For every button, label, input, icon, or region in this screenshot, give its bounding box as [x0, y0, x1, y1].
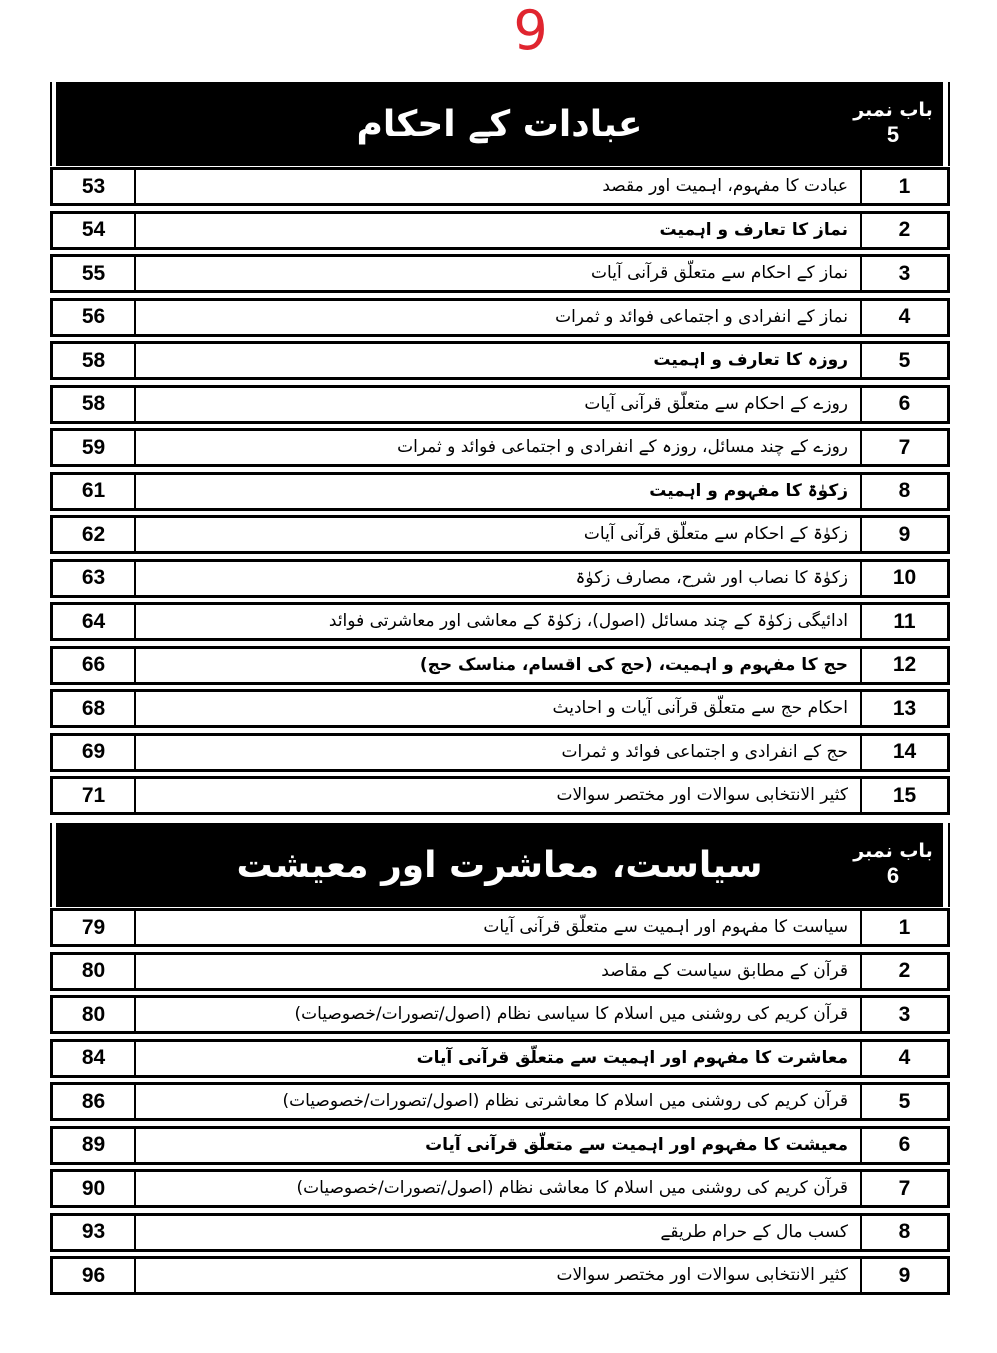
chapter-number-value: 5: [886, 122, 900, 148]
toc-row: [50, 689, 950, 728]
entry-serial-number: 13: [860, 692, 947, 725]
entry-page-number: 55: [53, 257, 136, 290]
toc-row: [50, 472, 950, 511]
entry-serial-number: 2: [860, 214, 947, 247]
entry-serial-number: 7: [860, 1172, 947, 1205]
entry-page-number: 86: [53, 1085, 136, 1118]
toc-row: [50, 602, 950, 641]
entry-title: روزے کے احکام سے متعلّق قرآنی آیات: [584, 393, 848, 414]
entry-title: زکوٰۃ کا نصاب اور شرح، مصارف زکوٰۃ: [575, 567, 848, 588]
table-of-contents: [50, 82, 950, 1295]
entry-serial-number: 3: [860, 257, 947, 290]
entry-page-number: 53: [53, 170, 136, 203]
entry-title: قرآن کریم کی روشنی میں اسلام کا معاشرتی نظام (اصول/تصورات/خصوصیات): [282, 1091, 848, 1112]
entry-page-number: 56: [53, 301, 136, 334]
chapter-section: [50, 823, 950, 1295]
entry-page-number: 80: [53, 998, 136, 1031]
chapter-number-label: باب نمبر: [853, 99, 933, 122]
entry-serial-number: 4: [860, 1042, 947, 1075]
entry-serial-number: 4: [860, 301, 947, 334]
toc-row: [50, 646, 950, 685]
entry-title: ادائیگی زکوٰۃ کے چند مسائل (اصول)، زکوٰۃ کے معاشی اور معاشرتی فوائد: [328, 611, 848, 632]
entry-title: کسب مال کے حرام طریقے: [660, 1221, 848, 1242]
entry-serial-number: 6: [860, 388, 947, 421]
entry-title: حج کے انفرادی و اجتماعی فوائد و ثمرات: [561, 741, 848, 762]
entry-title: زکوٰۃ کا مفہوم و اہمیت: [649, 480, 848, 501]
toc-row: [50, 1126, 950, 1165]
entry-serial-number: 7: [860, 431, 947, 464]
entry-title: حج کا مفہوم و اہمیت، (حج کی اقسام، مناسک حج): [419, 654, 848, 675]
chapter-title: عبادات کے احکام: [356, 103, 643, 145]
entry-title: قرآن کے مطابق سیاست کے مقاصد: [601, 960, 848, 981]
entry-serial-number: 10: [860, 562, 947, 595]
entry-page-number: 96: [53, 1259, 136, 1292]
entry-page-number: 68: [53, 692, 136, 725]
entry-serial-number: 1: [860, 911, 947, 944]
entry-page-number: 69: [53, 736, 136, 769]
entry-page-number: 71: [53, 779, 136, 812]
entry-serial-number: 15: [860, 779, 947, 812]
entry-title: سیاست کا مفہوم اور اہمیت سے متعلّق قرآنی آیات: [483, 917, 848, 938]
entry-page-number: 90: [53, 1172, 136, 1205]
chapter-number-box: [845, 82, 941, 166]
entry-page-number: 61: [53, 475, 136, 508]
entry-page-number: 58: [53, 388, 136, 421]
chapter-number-value: 6: [886, 863, 900, 889]
entry-title: زکوٰۃ کے احکام سے متعلّق قرآنی آیات: [583, 524, 848, 545]
entry-serial-number: 8: [860, 475, 947, 508]
toc-row: [50, 298, 950, 337]
chapter-number-box: [845, 823, 941, 907]
entry-page-number: 58: [53, 344, 136, 377]
entry-page-number: 66: [53, 649, 136, 682]
toc-row: [50, 733, 950, 772]
entry-serial-number: 9: [860, 518, 947, 551]
entry-title: قرآن کریم کی روشنی میں اسلام کا سیاسی نظام (اصول/تصورات/خصوصیات): [294, 1004, 848, 1025]
toc-row: [50, 254, 950, 293]
entry-title: معاشرت کا مفہوم اور اہمیت سے متعلّق قرآنی آیات: [416, 1047, 848, 1068]
toc-row: [50, 428, 950, 467]
chapter-header: [56, 823, 943, 907]
entry-serial-number: 8: [860, 1216, 947, 1249]
entry-title: کثیر الانتخابی سوالات اور مختصر سوالات: [556, 785, 848, 806]
entry-serial-number: 1: [860, 170, 947, 203]
toc-row: [50, 515, 950, 554]
entry-serial-number: 5: [860, 1085, 947, 1118]
entry-page-number: 80: [53, 955, 136, 988]
entry-title: نماز کا تعارف و اہمیت: [659, 219, 848, 240]
entry-title: احکام حج سے متعلّق قرآنی آیات و احادیث: [552, 698, 848, 719]
entry-serial-number: 9: [860, 1259, 947, 1292]
entry-serial-number: 6: [860, 1129, 947, 1162]
entry-title: معیشت کا مفہوم اور اہمیت سے متعلّق قرآنی آیات: [425, 1134, 848, 1155]
toc-row: [50, 1082, 950, 1121]
toc-row: [50, 908, 950, 947]
entry-serial-number: 2: [860, 955, 947, 988]
entry-title: روزہ کا تعارف و اہمیت: [653, 350, 848, 371]
chapter-rows: [50, 908, 950, 1295]
entry-page-number: 62: [53, 518, 136, 551]
toc-row: [50, 1256, 950, 1295]
entry-page-number: 59: [53, 431, 136, 464]
chapter-header-frame: [50, 82, 950, 166]
entry-title: روزے کے چند مسائل، روزہ کے انفرادی و اجتماعی فوائد و ثمرات: [397, 437, 848, 458]
chapter-header: [56, 82, 943, 166]
toc-row: [50, 559, 950, 598]
chapter-rows: [50, 167, 950, 815]
toc-row: [50, 341, 950, 380]
chapter-header-frame: [50, 823, 950, 907]
entry-title: نماز کے انفرادی و اجتماعی فوائد و ثمرات: [555, 306, 848, 327]
entry-serial-number: 14: [860, 736, 947, 769]
entry-page-number: 54: [53, 214, 136, 247]
entry-page-number: 93: [53, 1216, 136, 1249]
chapter-number-label: باب نمبر: [853, 840, 933, 863]
toc-row: [50, 1039, 950, 1078]
toc-row: [50, 952, 950, 991]
chapter-section: [50, 82, 950, 815]
folio-number: 9: [513, 0, 548, 62]
toc-row: [50, 1169, 950, 1208]
entry-page-number: 84: [53, 1042, 136, 1075]
toc-row: [50, 1213, 950, 1252]
toc-row: [50, 995, 950, 1034]
entry-serial-number: 3: [860, 998, 947, 1031]
entry-page-number: 64: [53, 605, 136, 638]
entry-title: عبادت کا مفہوم، اہمیت اور مقصد: [602, 176, 848, 197]
toc-row: [50, 167, 950, 206]
toc-row: [50, 385, 950, 424]
entry-serial-number: 12: [860, 649, 947, 682]
entry-title: قرآن کریم کی روشنی میں اسلام کا معاشی نظام (اصول/تصورات/خصوصیات): [296, 1178, 848, 1199]
toc-row: [50, 211, 950, 250]
toc-row: [50, 776, 950, 815]
entry-serial-number: 5: [860, 344, 947, 377]
entry-title: کثیر الانتخابی سوالات اور مختصر سوالات: [556, 1265, 848, 1286]
entry-title: نماز کے احکام سے متعلّق قرآنی آیات: [591, 263, 848, 284]
entry-page-number: 63: [53, 562, 136, 595]
chapter-title: سیاست، معاشرت اور معیشت: [236, 844, 763, 886]
entry-page-number: 89: [53, 1129, 136, 1162]
entry-serial-number: 11: [860, 605, 947, 638]
entry-page-number: 79: [53, 911, 136, 944]
